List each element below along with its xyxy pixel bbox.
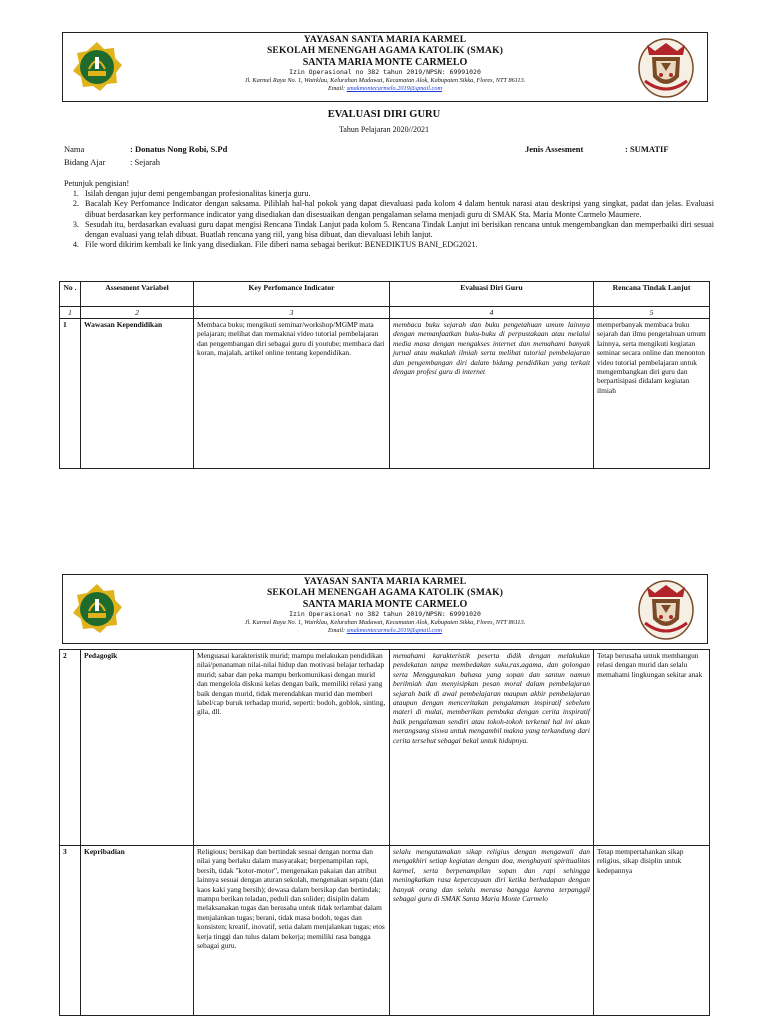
column-number: 4 <box>390 307 594 319</box>
row-rencana: Tetap berusaha untuk membangun relasi dengan murid dan selalu memahami lingkungan sekitar anak <box>594 650 710 846</box>
school-type: SEKOLAH MENENGAH AGAMA KATOLIK (SMAK) <box>266 46 504 56</box>
school-address: Jl. Karmel Raya No. 1, Wairklau, Kelurahan Madawat, Kecamatan Alok, Kabupaten Sikka, Flores, NTT 86113. <box>244 619 526 626</box>
row-kpi: Religious; bersikap dan bertindak sesuai dengan norma dan nilai yang berlaku dalam masyarakat; berpenampilan rapi, bersih, tidak "kotor-motor", mengenakan pakaian dan atribut lainnya sesuai dengan aturan sekolah, mengenakan sepatu (dan kaos kaki yang bersih); dewasa dalam bersikap dan bertindak; mampu berikan teladan, peduli dan solider; disiplin dalam melaksanakan tugas dan berusaha untuk tidak terlambat dalam menjalankan tugas; berani, tidak masa bodoh, tegas dan konsisten; kreatif, inovatif, setia dalam menjalankan tugas; etos kerja tinggi dan tulus dalam bekerja; memiliki rasa bangga sebagai guru. <box>194 846 390 1016</box>
column-number: 1 <box>60 307 81 319</box>
carmel-seal <box>637 37 695 99</box>
header-no: No . <box>60 282 81 307</box>
email-link[interactable]: smakmontecarmelo.2019@gmail.com <box>346 627 443 634</box>
nama-label: Nama <box>64 144 85 154</box>
school-name: SANTA MARIA MONTE CARMELO <box>302 599 468 610</box>
row-number: 2 <box>60 650 81 846</box>
instruction-item: 4. File word dikirim kembali ke link yang disediakan. File diberi nama sebagai berikut: BENEDIKTUS BANI_EDG2021. <box>81 240 714 250</box>
school-address: Jl. Karmel Raya No. 1, Wairklau, Kelurahan Madawat, Kecamatan Alok, Kabupaten Sikka, Flores, NTT 86113. <box>244 77 526 84</box>
nama-value: : Donatus Nong Robi, S.Pd <box>130 144 228 154</box>
row-kpi: Menguasai karakteristik murid; mampu melakukan pendidikan nilai/penanaman nilai-nilai hidup dan motivasi belajar terhadap murid; sabar dan peka mampu berkomunikasi dengan murid dan mengelola diskusi kelas dengan baik, memiliki relasi yang baik dengan murid, tidak merendahkan murid dan memberi label/cap buruk terhadap murid, seperti: bodoh, goblok, sinting, gila, dll. <box>194 650 390 846</box>
letterhead-page-1 <box>62 32 708 102</box>
row-kpi: Membaca buku; mengikuti seminar/workshop/MGMP mata pelajaran; melihat dan memaknai video tutorial pembelajaran dan pengembangan diri sebagai guru di youtube; membaca dari koran, majalah, artikel online tentang kependidikan. <box>194 319 390 469</box>
table-row <box>60 846 710 1016</box>
header-rencana: Rencana Tindak Lanjut <box>594 282 710 307</box>
row-number: 3 <box>60 846 81 1016</box>
bidang-label: Bidang Ajar <box>64 157 106 167</box>
school-name: SANTA MARIA MONTE CARMELO <box>302 57 468 68</box>
instruction-item: 1. Isilah dengan jujur demi pengembangan profesionalitas kinerja guru. <box>81 189 714 199</box>
letterhead-page-2 <box>62 574 708 644</box>
row-evaluasi: selalu mengutamakan sikap religius dengan mengawali dan mengakhiri setiap kegiatan dengan doa, menghayati spiritualitas karmel, serta berpenampilan sopan dan rapi sehingga meningkatkan rasa kepercayaan diri ketika berhadapan dengan banyak orang dan selalu merasa bangga karena terpanggil sebagai guru di SMAK Santa Maria Monte Carmelo <box>390 846 594 1016</box>
evaluation-table-page-1 <box>59 281 710 469</box>
instructions <box>64 179 714 250</box>
column-number: 5 <box>594 307 710 319</box>
carmel-seal <box>637 579 695 641</box>
row-variabel: Kepribadian <box>81 846 194 1016</box>
header-kpi: Key Perfomance Indicator <box>194 282 390 307</box>
table-header-row <box>60 282 710 307</box>
header-evaluasi: Evaluasi Diri Guru <box>390 282 594 307</box>
instructions-list <box>64 189 714 250</box>
email-line <box>133 85 637 93</box>
column-number: 3 <box>194 307 390 319</box>
row-rencana: memperbanyak membaca buku sejarah dan ilmu pengetahuan umum lainnya, serta mengikuti kegiatan seminar secara online dan menonton video tutorial pembelajaran untuk mengembangkan diri guru dan berpartisipasi didalam kegiatan ilmiah <box>594 319 710 469</box>
column-number: 2 <box>81 307 194 319</box>
evaluation-table-page-2 <box>59 649 710 1016</box>
ministry-logo <box>71 41 123 93</box>
row-evaluasi: membaca buku sejarah dan buku pengetahuan umum lainnya dengan memanfaatkan buku-buku di perpustakaan atau melalui media masa dengan mengakses internet dan memahami banyak jurnal atau makalah ilmiah serta melihat tutorial pembelajaran dan pengembangan diri dalam bidang pendidikan yang terkait dengan profesi guru di internet <box>390 319 594 469</box>
row-number: 1 <box>60 319 81 469</box>
header-variabel: Assesment Variabel <box>81 282 194 307</box>
email-link[interactable]: smakmontecarmelo.2019@gmail.com <box>346 85 443 92</box>
row-variabel: Wawasan Kependidikan <box>81 319 194 469</box>
table-row <box>60 650 710 846</box>
email-label: Email: <box>327 627 346 634</box>
email-line <box>133 627 637 635</box>
row-rencana: Tetap mempertahankan sikap religius, sikap disiplin untuk kedepannya <box>594 846 710 1016</box>
table-row <box>60 319 710 469</box>
ministry-logo <box>71 583 123 635</box>
bidang-value: : Sejarah <box>130 157 160 167</box>
document-title: EVALUASI DIRI GURU <box>327 109 441 120</box>
permit-number: Izin Operasional no 382 tahun 2019/NPSN: 69991020 <box>289 68 481 76</box>
row-variabel: Pedagogik <box>81 650 194 846</box>
instructions-heading: Petunjuk pengisian! <box>64 179 130 188</box>
document-subtitle: Tahun Pelajaran 2020//2021 <box>338 125 430 134</box>
column-number-row <box>60 307 710 319</box>
school-type: SEKOLAH MENENGAH AGAMA KATOLIK (SMAK) <box>266 588 504 598</box>
jenis-value: : SUMATIF <box>625 144 669 154</box>
email-label: Email: <box>327 85 346 92</box>
jenis-label: Jenis Assesment <box>525 144 584 154</box>
row-evaluasi: memahami karakteristik peserta didik dengan melakukan pendekatan tanpa membedakan suku,ras,agama, dan golongan serta Menggunakan bahasa yang sopan dan santun namun berilmiah dan menyisipkan pesan moral dalam pembelajaran sejarah baik di awal pembelajaran maupun akhir pembelajaran ataupun dengan menceritakan pengalaman inspiratif sebelum materi di mulai, memberikan pembuka dengan cerita inspiratif baik pengalaman sendiri atau tokoh-tokoh terkenal hal ini akan merangsang siswa untuk mengambil makna yang terkandung dari cerita tersebut sebagai bekal untuk hidupnya. <box>390 650 594 846</box>
foundation-name: YAYASAN SANTA MARIA KARMEL <box>303 577 467 587</box>
instruction-item: 2. Bacalah Key Perfomance Indicator dengan saksama. Pilihlah hal-hal pokok yang dapat dievaluasi pada kolom 4 dalam bentuk narasi atau deskripsi yang singkat, padat dan jelas. Evaluasi dibuat berdasarkan key performance indicator yang disediakan dan disesuaikan dengan pengalaman selama menjadi guru di SMAK Sta. Maria Monte Carmelo Maumere. <box>81 199 714 219</box>
instruction-item: 3. Sesudah itu, berdasarkan evaluasi guru dapat mengisi Rencana Tindak Lanjut pada kolom 5. Rencana Tindak Lanjut ini berisikan rencana untuk mengembangkan dan memperbaiki diri sesuai dengan evaluasi yang telah dibuat. Buatlah rencana yang riil, yang bisa dibuat, dan dievaluasi lebih lanjut. <box>81 220 714 240</box>
permit-number: Izin Operasional no 382 tahun 2019/NPSN: 69991020 <box>289 610 481 618</box>
foundation-name: YAYASAN SANTA MARIA KARMEL <box>303 35 467 45</box>
